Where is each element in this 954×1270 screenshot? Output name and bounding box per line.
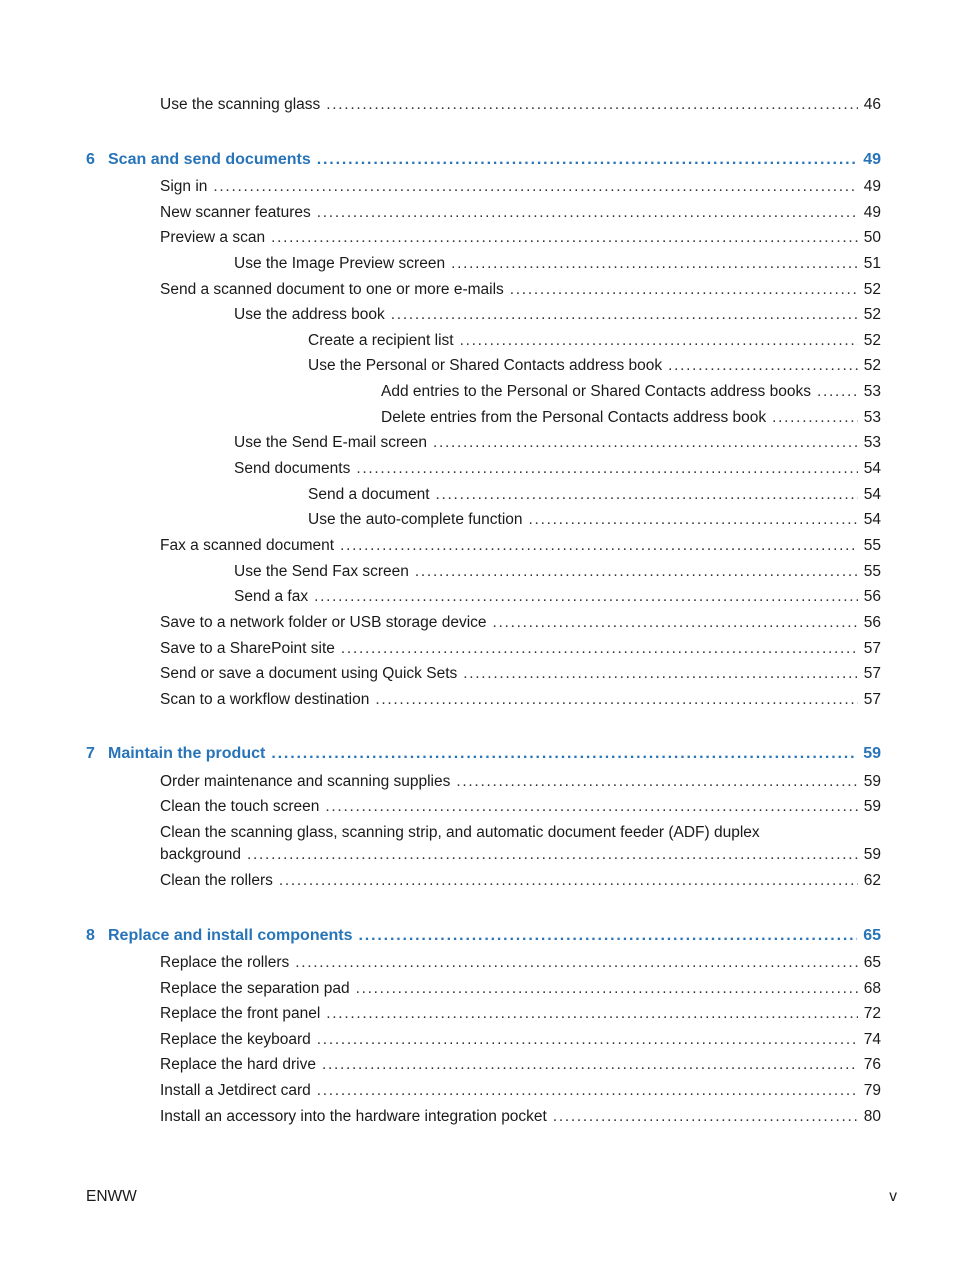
toc-entry[interactable]	[160, 771, 881, 793]
footer-label: ENWW	[86, 1188, 137, 1205]
toc-entry-page: 80	[863, 1108, 881, 1125]
toc-entry-page: 46	[863, 96, 881, 113]
toc-entry-page: 54	[863, 511, 881, 528]
toc-entry-title: Use the Send Fax screen	[234, 563, 409, 580]
toc-entry-title: Install a Jetdirect card	[160, 1082, 311, 1099]
dot-leader	[529, 509, 858, 531]
dot-leader	[772, 407, 858, 429]
dot-leader	[326, 1003, 857, 1025]
toc-entry-title: Create a recipient list	[308, 332, 454, 349]
dot-leader	[317, 1080, 858, 1102]
dot-leader	[341, 638, 858, 660]
toc-entry-page: 55	[863, 563, 881, 580]
chapter-number: 8	[86, 927, 95, 944]
page-number: v	[889, 1188, 897, 1205]
toc-entry-title: Clean the touch screen	[160, 798, 320, 815]
toc-entry-title: Use the address book	[234, 306, 385, 323]
toc-entry-title: Send documents	[234, 460, 351, 477]
toc-entry[interactable]	[160, 612, 881, 634]
dot-leader	[510, 279, 858, 301]
dot-leader	[247, 844, 858, 866]
toc-entry[interactable]	[160, 689, 881, 711]
chapter-title: Scan and send documents	[108, 151, 311, 168]
toc-entry-page: 79	[863, 1082, 881, 1099]
toc-entry-title: Save to a SharePoint site	[160, 640, 335, 657]
toc-entry[interactable]	[160, 1106, 881, 1128]
toc-entry[interactable]	[234, 304, 881, 326]
toc-entry-page: 52	[863, 332, 881, 349]
toc-entry[interactable]	[160, 279, 881, 301]
toc-entry-page: 72	[863, 1005, 881, 1022]
toc-entry-title: Delete entries from the Personal Contacts address book	[381, 409, 767, 426]
toc-entry-title: New scanner features	[160, 204, 311, 221]
toc-entry[interactable]	[160, 1003, 881, 1025]
toc-entry-page: 53	[863, 434, 881, 451]
toc-entry-page: 49	[863, 178, 881, 195]
dot-leader	[356, 458, 857, 480]
toc-entry-page: 56	[863, 588, 881, 605]
toc-entry-title: Use the auto-complete function	[308, 511, 523, 528]
toc-entry-title: Use the Send E-mail screen	[234, 434, 427, 451]
toc-entry[interactable]	[160, 952, 881, 974]
toc-entry-title: Use the scanning glass	[160, 96, 321, 113]
toc-entry-title: Replace the hard drive	[160, 1056, 316, 1073]
dot-leader	[436, 484, 858, 506]
toc-entry[interactable]	[160, 796, 881, 818]
toc-entry-title: Fax a scanned document	[160, 537, 335, 554]
toc-entry-page: 68	[863, 980, 881, 997]
dot-leader	[317, 149, 857, 171]
toc-entry-title: Use the Personal or Shared Contacts address book	[308, 357, 663, 374]
toc-entry-page: 54	[863, 486, 881, 503]
toc-entry[interactable]	[160, 663, 881, 685]
toc-entry-page: 65	[863, 954, 881, 971]
dot-leader	[271, 227, 858, 249]
toc-entry-title: Replace the front panel	[160, 1005, 321, 1022]
toc-entry[interactable]	[234, 586, 881, 608]
toc-entry-page: 52	[863, 306, 881, 323]
toc-entry[interactable]	[160, 202, 881, 224]
dot-leader	[356, 978, 858, 1000]
toc-entry-page: 53	[863, 409, 881, 426]
dot-leader	[213, 176, 857, 198]
toc-entry[interactable]	[160, 978, 881, 1000]
toc-entry[interactable]	[160, 870, 881, 892]
toc-entry-title: Use the Image Preview screen	[234, 255, 446, 272]
toc-entry-page: 55	[863, 537, 881, 554]
dot-leader	[314, 586, 858, 608]
dot-leader	[451, 253, 858, 275]
dot-leader	[456, 771, 857, 793]
dot-leader	[460, 330, 858, 352]
toc-entry-title: Replace the keyboard	[160, 1031, 311, 1048]
toc-entry-page: 59	[863, 773, 881, 790]
dot-leader	[433, 432, 858, 454]
dot-leader	[463, 663, 858, 685]
toc-entry-page: 50	[863, 229, 881, 246]
chapter-page: 59	[863, 745, 881, 762]
toc-entry-title: Preview a scan	[160, 229, 266, 246]
toc-entry-title: Clean the rollers	[160, 872, 273, 889]
toc-entry[interactable]	[160, 1054, 881, 1076]
toc-entry-page: 62	[863, 872, 881, 889]
toc-entry-page: 59	[863, 846, 881, 863]
toc-entry[interactable]	[234, 432, 881, 454]
toc-entry-page: 57	[863, 640, 881, 657]
toc-entry[interactable]	[160, 638, 881, 660]
toc-chapter-6[interactable]	[86, 149, 881, 171]
toc-entry-page: 57	[863, 665, 881, 682]
toc-entry[interactable]	[234, 561, 881, 583]
dot-leader	[317, 1029, 858, 1051]
toc-entry-page: 53	[863, 383, 881, 400]
toc-entry-page: 52	[863, 357, 881, 374]
toc-entry[interactable]	[160, 1029, 881, 1051]
toc-entry-title: Replace the rollers	[160, 954, 290, 971]
toc-entry-title: Send a document	[308, 486, 430, 503]
toc-entry-page: 76	[863, 1056, 881, 1073]
dot-leader	[279, 870, 858, 892]
toc-entry-page: 51	[863, 255, 881, 272]
toc-entry[interactable]	[160, 1080, 881, 1102]
toc-entry-title: Sign in	[160, 178, 208, 195]
toc-entry-page: 52	[863, 281, 881, 298]
toc-entry[interactable]	[234, 458, 881, 480]
toc-entry-page: 49	[863, 204, 881, 221]
toc-chapter-8[interactable]	[86, 925, 881, 947]
toc-entry-title: Install an accessory into the hardware integration pocket	[160, 1108, 547, 1125]
toc-entry[interactable]	[160, 94, 881, 116]
dot-leader	[326, 94, 857, 116]
toc-entry[interactable]	[308, 484, 881, 506]
toc-entry[interactable]	[381, 407, 881, 429]
toc-entry-title: Order maintenance and scanning supplies	[160, 773, 451, 790]
chapter-page: 49	[863, 151, 881, 168]
toc-entry-title: Send a fax	[234, 588, 309, 605]
toc-entry[interactable]	[234, 253, 881, 275]
toc-entry-page: 59	[863, 798, 881, 815]
toc-entry[interactable]	[308, 330, 881, 352]
dot-leader	[553, 1106, 858, 1128]
dot-leader	[325, 796, 857, 818]
chapter-page: 65	[863, 927, 881, 944]
dot-leader	[817, 381, 858, 403]
toc-entry-title-line[interactable]: Clean the scanning glass, scanning strip, and automatic document feeder (ADF) duplex	[160, 824, 760, 841]
dot-leader	[295, 952, 858, 974]
chapter-title: Maintain the product	[108, 745, 266, 762]
toc-entry-title: Add entries to the Personal or Shared Contacts address books	[381, 383, 811, 400]
toc-entry[interactable]	[160, 535, 881, 557]
chapter-number: 6	[86, 151, 95, 168]
toc-entry-title: Save to a network folder or USB storage device	[160, 614, 487, 631]
dot-leader	[340, 535, 858, 557]
dot-leader	[391, 304, 858, 326]
toc-entry-page: 54	[863, 460, 881, 477]
toc-entry-title: Send or save a document using Quick Sets	[160, 665, 458, 682]
toc-entry[interactable]	[160, 844, 881, 866]
dot-leader	[375, 689, 857, 711]
toc-entry[interactable]	[160, 227, 881, 249]
toc-entry[interactable]	[381, 381, 881, 403]
toc-entry-title: Send a scanned document to one or more e-mails	[160, 281, 504, 298]
dot-leader	[493, 612, 858, 634]
dot-leader	[359, 925, 858, 947]
chapter-number: 7	[86, 745, 95, 762]
dot-leader	[317, 202, 858, 224]
dot-leader	[415, 561, 858, 583]
toc-entry-title: Scan to a workflow destination	[160, 691, 370, 708]
toc-chapter-7[interactable]	[86, 743, 881, 765]
toc-entry[interactable]	[308, 355, 881, 377]
dot-leader	[668, 355, 858, 377]
dot-leader	[271, 743, 857, 765]
dot-leader	[322, 1054, 858, 1076]
toc-entry-title: background	[160, 846, 242, 863]
chapter-title: Replace and install components	[108, 927, 353, 944]
toc-entry-page: 56	[863, 614, 881, 631]
toc-entry-page: 57	[863, 691, 881, 708]
toc-entry[interactable]	[160, 176, 881, 198]
toc-entry[interactable]	[308, 509, 881, 531]
toc-entry-page: 74	[863, 1031, 881, 1048]
toc-entry-title: Replace the separation pad	[160, 980, 350, 997]
